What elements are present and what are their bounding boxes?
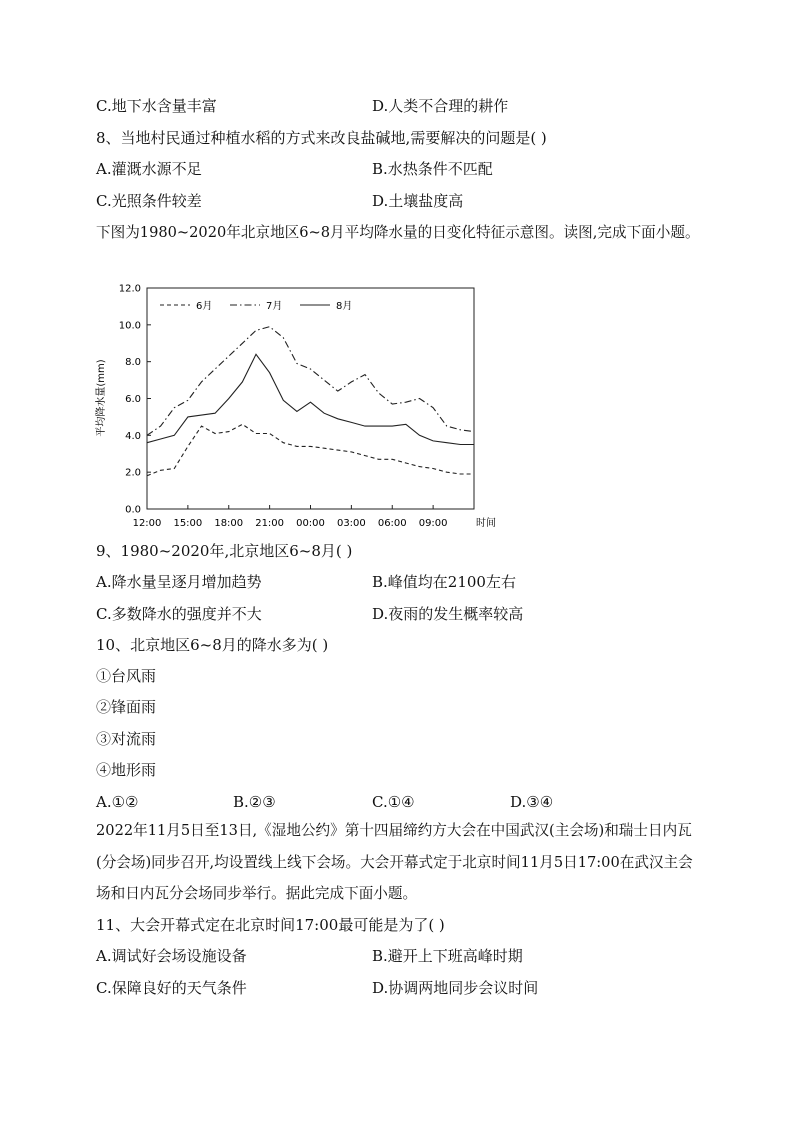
x-tick-label: 00:00 bbox=[296, 518, 325, 529]
x-tick-label: 03:00 bbox=[336, 518, 366, 529]
x-axis-label: 时间 bbox=[476, 518, 496, 529]
x-tick-label: 15:00 bbox=[173, 518, 203, 529]
legend-label-2: 7月 bbox=[266, 301, 283, 312]
q8-stem: 8、当地村民通过种植水稻的方式来改良盐碱地,需要解决的问题是( ) bbox=[96, 129, 547, 147]
series-line-3 bbox=[147, 354, 474, 444]
q10-option-b: B.②③ bbox=[233, 793, 276, 811]
q11-stem: 11、大会开幕式定在北京时间17:00最可能是为了( ) bbox=[96, 916, 445, 934]
q8-option-d: D.土壤盐度高 bbox=[372, 192, 464, 210]
q11-option-a: A.调试好会场设施设备 bbox=[96, 947, 247, 965]
x-tick-label: 18:00 bbox=[214, 518, 244, 529]
y-tick-label: 12.0 bbox=[118, 283, 141, 295]
legend-label-3: 8月 bbox=[336, 301, 353, 312]
q10-option-c: C.①④ bbox=[372, 793, 415, 811]
y-tick-label: 10.0 bbox=[118, 320, 141, 332]
x-tick-label: 09:00 bbox=[418, 518, 448, 529]
q9-stem: 9、1980~2020年,北京地区6~8月( ) bbox=[96, 542, 353, 560]
legend-label-1: 6月 bbox=[196, 301, 213, 312]
q9-option-d: D.夜雨的发生概率较高 bbox=[372, 605, 524, 623]
y-axis-label: 平均降水量(mm) bbox=[96, 359, 107, 437]
q8-option-b: B.水热条件不匹配 bbox=[372, 160, 493, 178]
q9-option-b: B.峰值均在2100左右 bbox=[372, 573, 516, 591]
q7-option-c: C.地下水含量丰富 bbox=[96, 97, 217, 115]
x-tick-label: 12:00 bbox=[132, 518, 162, 529]
q10-item-3: ③对流雨 bbox=[96, 730, 157, 748]
q9-option-c: C.多数降水的强度并不大 bbox=[96, 605, 262, 623]
q11-option-d: D.协调两地同步会议时间 bbox=[372, 979, 539, 997]
x-tick-label: 06:00 bbox=[377, 518, 407, 529]
q10-item-1: ①台风雨 bbox=[96, 667, 157, 685]
y-tick-label: 8.0 bbox=[125, 357, 141, 369]
intro-paragraph-1: 下图为1980~2020年北京地区6~8月平均降水量的日变化特征示意图。读图,完成下面小题。 bbox=[96, 224, 700, 241]
precipitation-line-chart bbox=[90, 280, 510, 535]
series-line-2 bbox=[147, 327, 474, 436]
y-tick-label: 6.0 bbox=[125, 394, 141, 405]
q7-option-d: D.人类不合理的耕作 bbox=[372, 97, 509, 115]
q9-option-a: A.降水量呈逐月增加趋势 bbox=[96, 573, 262, 591]
q10-stem: 10、北京地区6~8月的降水多为( ) bbox=[96, 636, 329, 654]
y-tick-label: 4.0 bbox=[125, 430, 141, 442]
q11-option-c: C.保障良好的天气条件 bbox=[96, 979, 247, 997]
q10-option-d: D.③④ bbox=[510, 793, 554, 811]
q10-option-a: A.①② bbox=[96, 793, 139, 811]
x-tick-label: 21:00 bbox=[255, 518, 285, 529]
y-tick-label: 2.0 bbox=[125, 467, 141, 479]
y-tick-label: 0.0 bbox=[125, 504, 141, 516]
plot-frame bbox=[147, 288, 474, 509]
q8-option-c: C.光照条件较差 bbox=[96, 192, 202, 210]
series-line-1 bbox=[147, 424, 474, 476]
q11-option-b: B.避开上下班高峰时期 bbox=[372, 947, 523, 965]
q10-item-4: ④地形雨 bbox=[96, 761, 157, 779]
intro-paragraph-2: 2022年11月5日至13日,《湿地公约》第十四届缔约方大会在中国武汉(主会场)和瑞士日内瓦(分会场)同步召开,均设置线上线下会场。大会开幕式定于北京时间11月5日17:00在武汉主会场和日内瓦分会场同步举行。据此完成下面小题。 bbox=[96, 822, 693, 902]
q8-option-a: A.灌溉水源不足 bbox=[96, 160, 202, 178]
q10-item-2: ②锋面雨 bbox=[96, 698, 157, 716]
